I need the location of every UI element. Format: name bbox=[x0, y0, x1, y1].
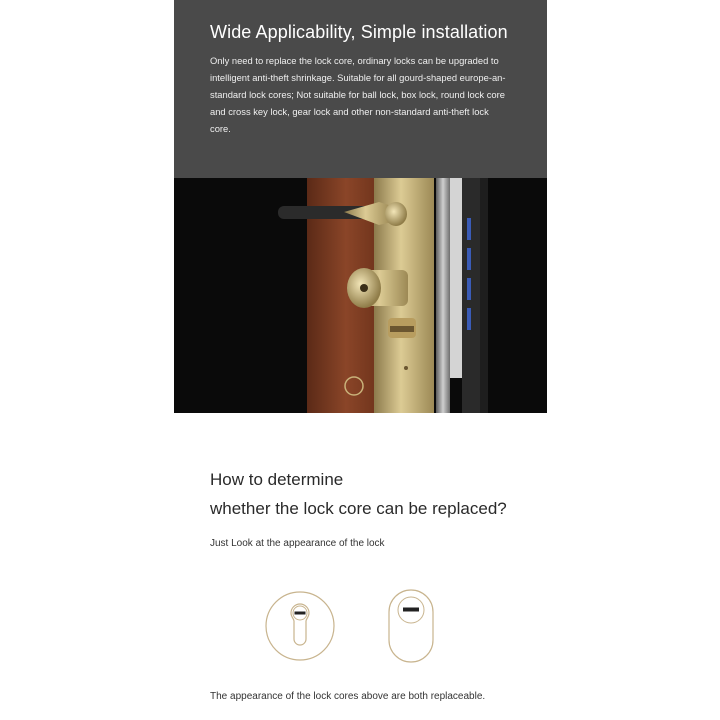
handle-rose bbox=[385, 202, 407, 226]
oval-lock-core-icon bbox=[386, 588, 436, 664]
determine-heading-line-2: whether the lock core can be replaced? bbox=[210, 499, 507, 518]
door-frame-edge bbox=[436, 178, 450, 413]
frame-edge bbox=[480, 178, 488, 413]
installation-title: Wide Applicability, Simple installation bbox=[210, 22, 508, 42]
round-lock-core-icon bbox=[264, 590, 336, 662]
door-lock-photo bbox=[174, 178, 547, 413]
door-lock-illustration bbox=[174, 178, 547, 413]
determine-subheading: Just Look at the appearance of the lock bbox=[210, 538, 385, 549]
frame-latch-slot-3 bbox=[467, 278, 471, 300]
plate-screw bbox=[404, 366, 408, 370]
frame-latch-slot-1 bbox=[467, 218, 471, 240]
product-description-column bbox=[174, 0, 547, 720]
installation-body: Only need to replace the lock core, ordinary locks can be upgraded to intelligent anti-theft shrinkage. Suitable for all gourd-shaped europe-an-standard lock cores; Not suitable for ball lock, box lock, round lock core and cross key lock, gear lock and other non-standard anti-theft lock core. bbox=[210, 55, 506, 134]
knob-center bbox=[360, 284, 368, 292]
frame-latch-slot-2 bbox=[467, 248, 471, 270]
thumb-turn-slot bbox=[390, 326, 414, 332]
replaceable-footnote: The appearance of the lock cores above are both replaceable. bbox=[210, 691, 486, 702]
round-outer-ring bbox=[266, 592, 334, 660]
oval-keyway bbox=[403, 608, 419, 612]
frame-latch-slot-4 bbox=[467, 308, 471, 330]
determine-heading-line-1: How to determine bbox=[210, 470, 344, 489]
oval-outer-shape bbox=[389, 590, 433, 662]
installation-section bbox=[174, 0, 547, 178]
round-keyway bbox=[295, 612, 306, 615]
door-frame bbox=[450, 178, 462, 378]
